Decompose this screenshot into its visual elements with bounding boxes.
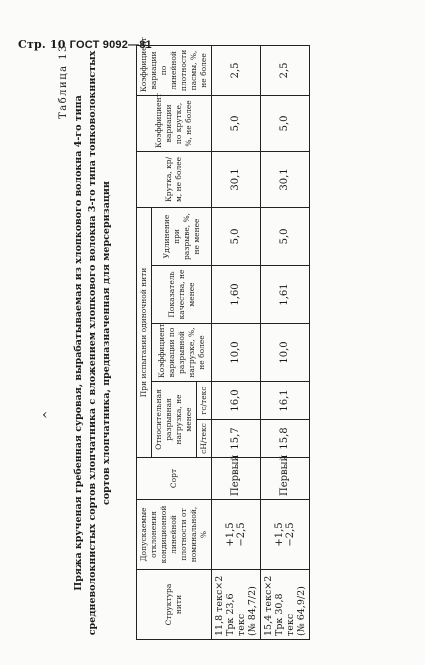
elongation-cell: 5,0 (261, 207, 310, 265)
structure-line: Tрк 30,8 текс (274, 593, 296, 636)
cv-twist-cell: 5,0 (212, 95, 261, 151)
table-title: Пряжа крученая гребенная суровая, вырабатываемая из хлопкового волокна 4-го типа средневолокнистых сортов хлопчатника с вложением хлопкового волокна 3-го типа тонковолокнистых сортов хлопчатника, предназначенная для мерсеризации (73, 50, 112, 636)
col-cv-twist: Коэффициент вариации по крутке, %, не более (137, 95, 212, 151)
deviation-plus: +1,5 (225, 522, 236, 547)
col-unit-cn: сН/текс (197, 420, 212, 458)
col-sort: Сорт (137, 458, 212, 500)
col-cv-density: Коэффициент вариации по линейной плотности пасмы, %, не более (137, 45, 212, 95)
table-row (261, 45, 310, 639)
col-quality: Показатель качества, не менее (152, 266, 212, 324)
deviation-minus: −2,5 (236, 522, 247, 547)
sort-cell: Первый (261, 458, 310, 500)
twist-cell: 30,1 (261, 151, 310, 207)
cv-twist-cell: 5,0 (261, 95, 310, 151)
yarn-properties-table (136, 37, 310, 640)
deviation-cell (212, 500, 261, 570)
col-unit-gs: гс/текс (197, 382, 212, 420)
col-structure: Структура нити (137, 570, 212, 640)
col-deviation: Допускаемые отклонения кондиционной линейной плотности от номинальной, % (137, 500, 212, 570)
col-elongation: Удлинение при разрыве, %, не менее (152, 207, 212, 265)
col-cv-load: Коэффициент вариации по разрывной нагрузке, %, не более (152, 324, 212, 382)
load-gs-cell: 16,0 (212, 382, 261, 420)
load-cn-cell: 15,8 (261, 420, 310, 458)
structure-cell (212, 570, 261, 640)
structure-line: (№ 84,7/2) (247, 586, 258, 636)
deviation-minus: −2,5 (285, 522, 296, 547)
structure-line: 15,4 текс×2 (263, 575, 274, 636)
header-row-1 (137, 45, 152, 639)
quality-cell: 1,61 (261, 266, 310, 324)
col-twist: Крутка, кр/м, не более (137, 151, 212, 207)
cv-load-cell: 10,0 (212, 324, 261, 382)
elongation-cell: 5,0 (212, 207, 261, 265)
structure-line: (№ 64,9/2) (296, 586, 307, 636)
deviation-cell (261, 500, 310, 570)
cv-load-cell: 10,0 (261, 324, 310, 382)
structure-cell (261, 570, 310, 640)
margin-mark: ‹ (42, 407, 48, 423)
col-breaking-load: Относительная разрывная нагрузка, не менее (152, 382, 197, 458)
sort-cell: Первый (212, 458, 261, 500)
load-gs-cell: 16,1 (261, 382, 310, 420)
col-group-single-test: При испытании одиночной нити (137, 207, 152, 457)
structure-line: 11,8 текс×2 (214, 575, 225, 636)
cv-density-cell: 2,5 (261, 45, 310, 95)
standard-code: ГОСТ 9092—81 (69, 39, 152, 51)
deviation-plus: +1,5 (274, 522, 285, 547)
quality-cell: 1,60 (212, 266, 261, 324)
rotated-table-sheet (58, 38, 398, 648)
twist-cell: 30,1 (212, 151, 261, 207)
cv-density-cell: 2,5 (212, 45, 261, 95)
page-number: Стр. 10 (18, 38, 66, 51)
structure-line: Tрк 23,6 текс (225, 593, 247, 636)
load-cn-cell: 15,7 (212, 420, 261, 458)
table-number: Таблица 13 (58, 44, 69, 119)
table-row (212, 45, 261, 639)
